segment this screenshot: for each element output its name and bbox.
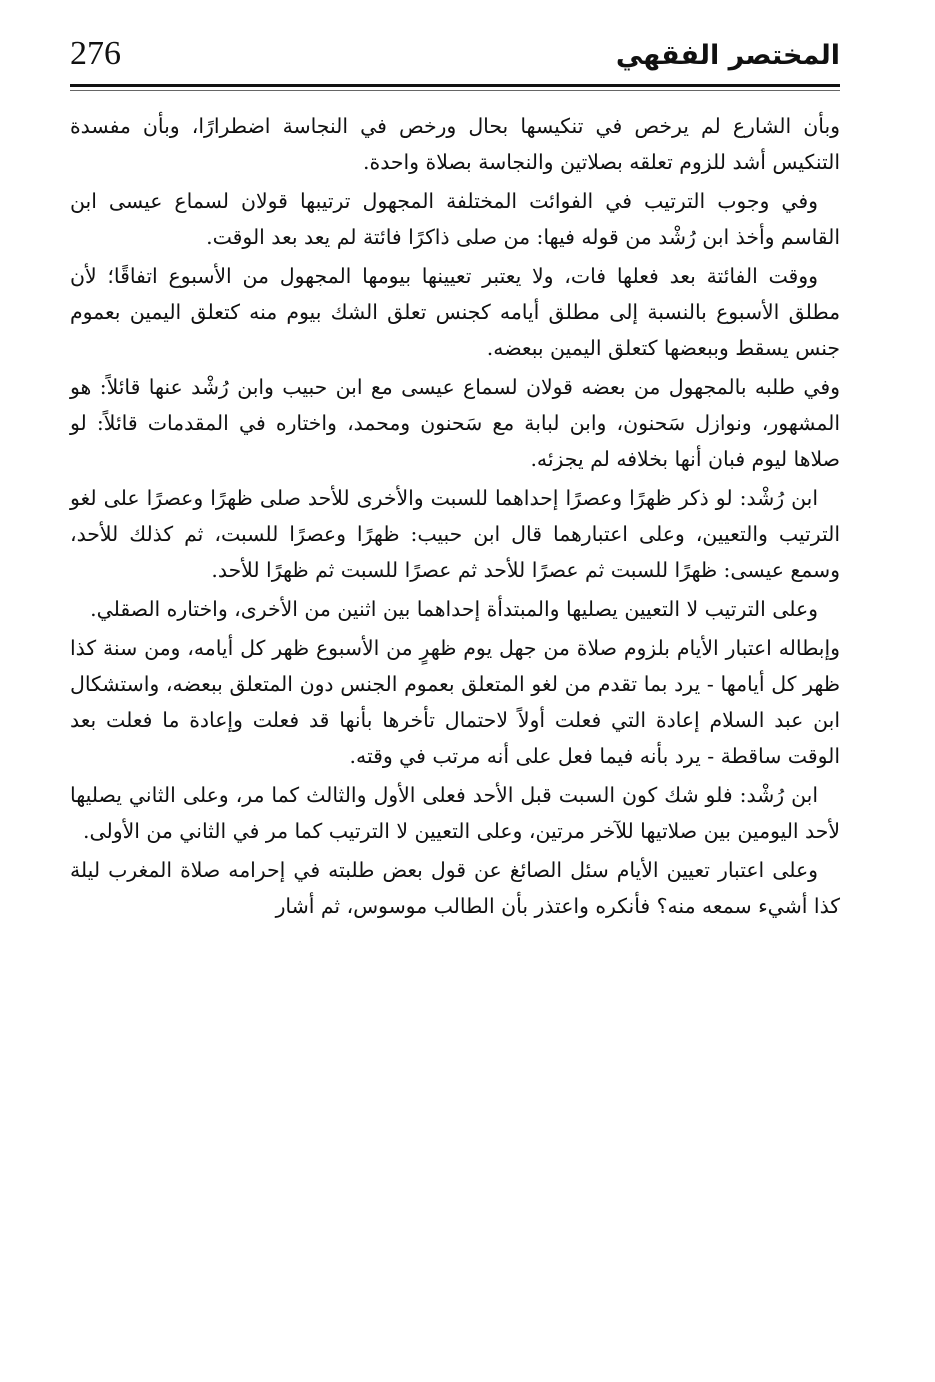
header-divider-thin [70, 90, 840, 91]
paragraph-8: ابن رُشْد: فلو شك كون السبت قبل الأحد فعلى الأول والثالث كما مر، وعلى الثاني يصليها لأحد اليومين بين صلاتيها للآخر مرتين، وعلى التعيين لا الترتيب كما مر في الثاني من الأولى. [70, 783, 840, 843]
page-number: 276 [70, 35, 121, 72]
paragraph-3: ووقت الفائتة بعد فعلها فات، ولا يعتبر تعيينها بيومها المجهول من الأسبوع اتفاقًا؛ لأن مطلق الأسبوع بالنسبة إلى مطلق أيامه كجنس تعلق الشك بيوم منه كتعلق اليمين بعموم جنس يسقط وببعضها كتعلق اليمين ببعضه. [70, 264, 840, 360]
book-page [70, 30, 840, 1360]
page-body [70, 108, 840, 927]
paragraph-6: وعلى الترتيب لا التعيين يصليها والمبتدأة إحداهما بين اثنين من الأخرى، واختاره الصقلي. [90, 597, 818, 621]
paragraph-2: وفي وجوب الترتيب في الفوائت المختلفة المجهول ترتيبها قولان لسماع عيسى ابن القاسم وأخذ ابن رُشْد من قوله فيها: من صلى ذاكرًا فائتة لم يعد بعد الوقت. [70, 189, 840, 249]
page-header [70, 30, 840, 80]
book-title: المختصر الفقهي [615, 40, 840, 71]
paragraph-4: وفي طلبه بالمجهول من بعضه قولان لسماع عيسى مع ابن حبيب وابن رُشْد عنها قائلاً: هو المشهور، ونوازل سَحنون، وابن لبابة مع سَحنون ومحمد، واختاره في المقدمات قائلاً: لو صلاها ليوم فبان أنها بخلافه لم يجزئه. [70, 375, 840, 471]
paragraph-9: وعلى اعتبار تعيين الأيام سئل الصائغ عن قول بعض طلبته في إحرامه صلاة المغرب ليلة كذا أشيء سمعه منه؟ فأنكره واعتذر بأن الطالب موسوس، ثم أشار [70, 858, 840, 918]
paragraph-7: وإبطاله اعتبار الأيام بلزوم صلاة من جهل يوم ظهرٍ من الأسبوع ظهر كل أيامه، ومن سنة كذا ظهر كل أيامها - يرد بما تقدم من لغو المتعلق بعموم الجنس دون المتعلق ببعضه، واستشكال ابن عبد السلام إعادة التي فعلت أولاً لاحتمال تأخرها بأنها قد فعلت وإعادة ما فعلت بعد الوقت ساقطة - يرد بأنه فيما فعل على أنه مرتب في وقته. [70, 636, 840, 768]
paragraph-5: ابن رُشْد: لو ذكر ظهرًا وعصرًا إحداهما للسبت والأخرى للأحد صلى ظهرًا وعصرًا على لغو الترتيب والتعيين، وعلى اعتبارهما قال ابن حبيب: ظهرًا وعصرًا للسبت، ثم كذلك للأحد، وسمع عيسى: ظهرًا للسبت ثم عصرًا للأحد ثم عصرًا للسبت ثم ظهرًا للأحد. [70, 486, 840, 582]
paragraph-1: وبأن الشارع لم يرخص في تنكيسها بحال ورخص في النجاسة اضطرارًا، وبأن مفسدة التنكيس أشد للزوم تعلقه بصلاتين والنجاسة بصلاة واحدة. [70, 114, 840, 174]
header-divider [70, 84, 840, 87]
